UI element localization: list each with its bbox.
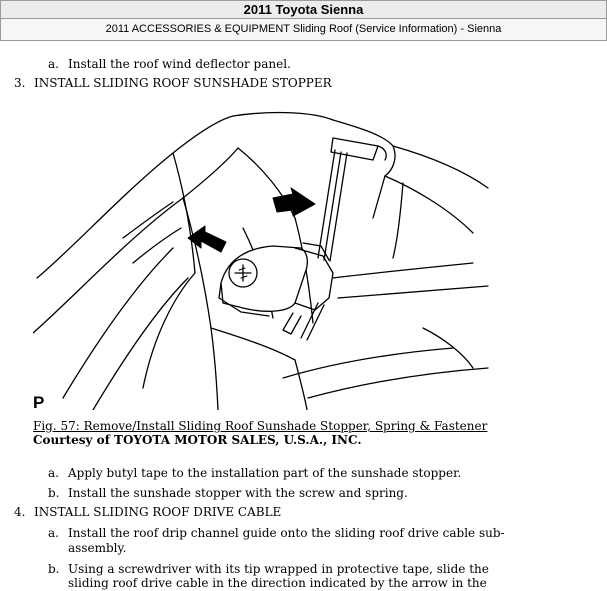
step-3b-text: Install the sunshade stopper with the screw and spring. [68, 486, 408, 500]
step-4a-line1: Install the roof drip channel guide onto the sliding roof drive cable sub- [68, 526, 505, 540]
step-4-title: INSTALL SLIDING ROOF DRIVE CABLE [34, 505, 282, 519]
step-4b-letter: b. [48, 562, 60, 576]
document-subtitle: 2011 ACCESSORIES & EQUIPMENT Sliding Roof (Service Information) - Sienna [1, 19, 606, 40]
step-4b-line1: Using a screwdriver with its tip wrapped in protective tape, slide the [68, 562, 489, 576]
step-3-title: INSTALL SLIDING ROOF SUNSHADE STOPPER [34, 76, 332, 90]
figure-caption: Fig. 57: Remove/Install Sliding Roof Sunshade Stopper, Spring & Fastener [33, 419, 488, 433]
step-3b-letter: b. [48, 486, 60, 500]
step-2a-letter: a. [48, 57, 59, 71]
document-header [0, 0, 607, 41]
step-3-number: 3. [14, 76, 26, 90]
figure-courtesy: Courtesy of TOYOTA MOTOR SALES, U.S.A., INC. [33, 433, 362, 447]
sunshade-stopper-illustration [33, 98, 495, 410]
step-4b-line2: sliding roof drive cable in the direction indicated by the arrow in the [68, 576, 487, 590]
sunshade-stopper [219, 243, 333, 340]
document-title: 2011 Toyota Sienna [1, 1, 606, 19]
arrow-left [188, 226, 226, 252]
figure-mark: P [33, 393, 45, 412]
step-4a-letter: a. [48, 526, 59, 540]
step-3a-letter: a. [48, 466, 59, 480]
step-2a-text: Install the roof wind deflector panel. [68, 57, 291, 71]
drive-cable [318, 138, 386, 261]
step-3a-text: Apply butyl tape to the installation part of the sunshade stopper. [68, 466, 462, 480]
step-4-number: 4. [14, 505, 26, 519]
step-4a-line2: assembly. [68, 541, 127, 555]
